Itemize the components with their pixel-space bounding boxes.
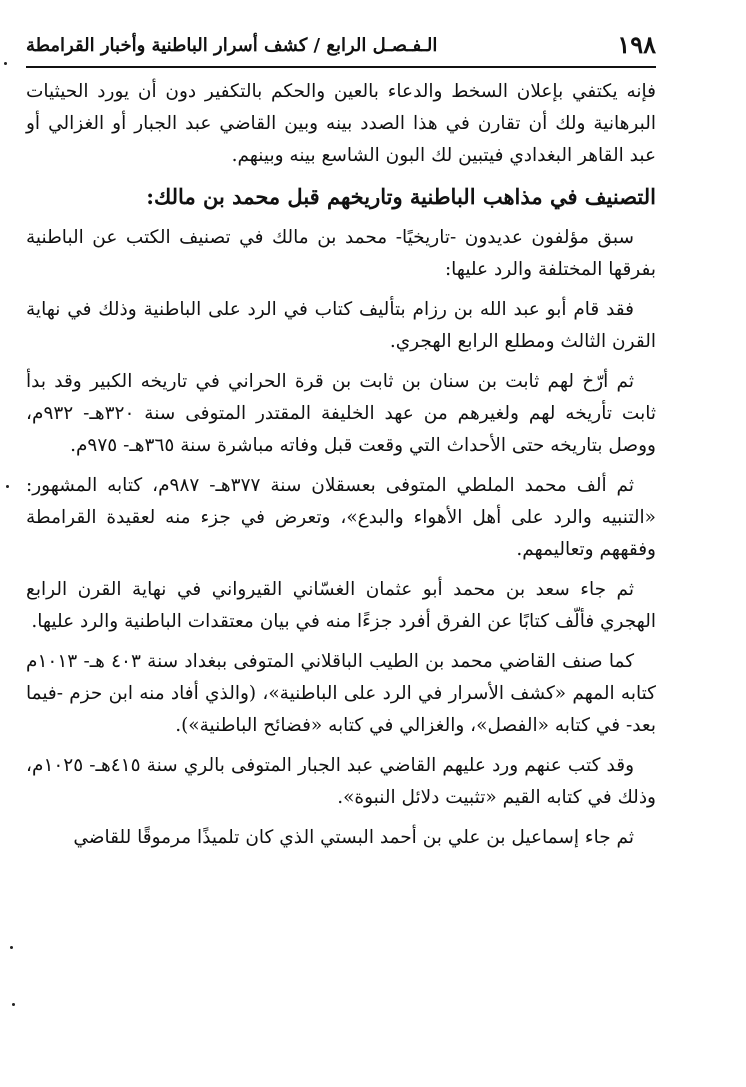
section-heading: التصنيف في مذاهب الباطنية وتاريخهم قبل محمد بن مالك: [146,184,656,209]
paragraph: وقد كتب عنهم ورد عليهم القاضي عبد الجبار المتوفى بالري سنة ٤١٥هـ- ١٠٢٥م، وذلك في كتابه القيم «تثبيت دلائل النبوة». [26,755,656,808]
paragraph: ثم أرّخ لهم ثابت بن سنان بن ثابت بن قرة الحراني في تاريخه الكبير وقد بدأ ثابت تأريخه لهم ولغيرهم من عهد الخليفة المقتدر المتوفى سنة ٣٢٠هـ- ٩٣٢م، ووصل بتاريخه حتى الأحداث التي وقعت قبل وفاته مباشرة سنة ٣٦٥هـ- ٩٧٥م. [26,371,657,456]
scan-speck [10,946,13,949]
paragraph: سبق مؤلفون عديدون -تاريخيًا- محمد بن مالك في تصنيف الكتب عن الباطنية بفرقها المختلفة والرد عليها: [26,227,656,280]
scan-speck [12,1003,15,1006]
page-header [26,30,656,66]
scan-speck [6,485,9,488]
paragraph: فقد قام أبو عبد الله بن رزام بتأليف كتاب في الرد على الباطنية وذلك في نهاية القرن الثالث ومطلع الرابع الهجري. [26,299,656,352]
paragraph: ثم جاء إسماعيل بن علي بن أحمد البستي الذي كان تلميذًا مرموقًا للقاضي [73,827,634,848]
page-number: ١٩٨ [617,30,656,59]
paragraph: ثم جاء سعد بن محمد أبو عثمان الغسّاني القيرواني في نهاية القرن الرابع الهجري فألّف كتابًا عن الفرق أفرد جزءًا منه في بيان معتقدات الباطنية والرد عليها. [26,579,656,632]
scan-speck [4,62,7,65]
paragraph: ثم ألف محمد الملطي المتوفى بعسقلان سنة ٣٧٧هـ- ٩٨٧م، كتابه المشهور: «التنبيه والرد على أهل الأهواء والبدع»، وتعرض في جزء منه لعقيدة القرامطة وفقههم وتعاليمهم. [26,475,656,560]
paragraph: كما صنف القاضي محمد بن الطيب الباقلاني المتوفى ببغداد سنة ٤٠٣ هـ- ١٠١٣م كتابه المهم «كشف الأسرار في الرد على الباطنية»، (والذي أفاد منه ابن حزم -فيما بعد- في كتابه «الفصل»، والغزالي في كتابه «فضائح الباطنية»). [26,651,656,736]
page-body [26,72,656,862]
header-divider [26,66,656,68]
intro-paragraph: فإنه يكتفي بإعلان السخط والدعاء بالعين والحكم بالتكفير دون أن يورد الحيثيات البرهانية ولك أن تقارن في هذا الصدد بينه وبين القاضي عبد الجبار أو الغزالي أو عبد القاهر البغدادي فيتبين لك البون الشاسع بينه وبينهم. [26,81,656,166]
running-title: الـفـصـل الرابع / كشف أسرار الباطنية وأخبار القرامطة [26,35,438,56]
